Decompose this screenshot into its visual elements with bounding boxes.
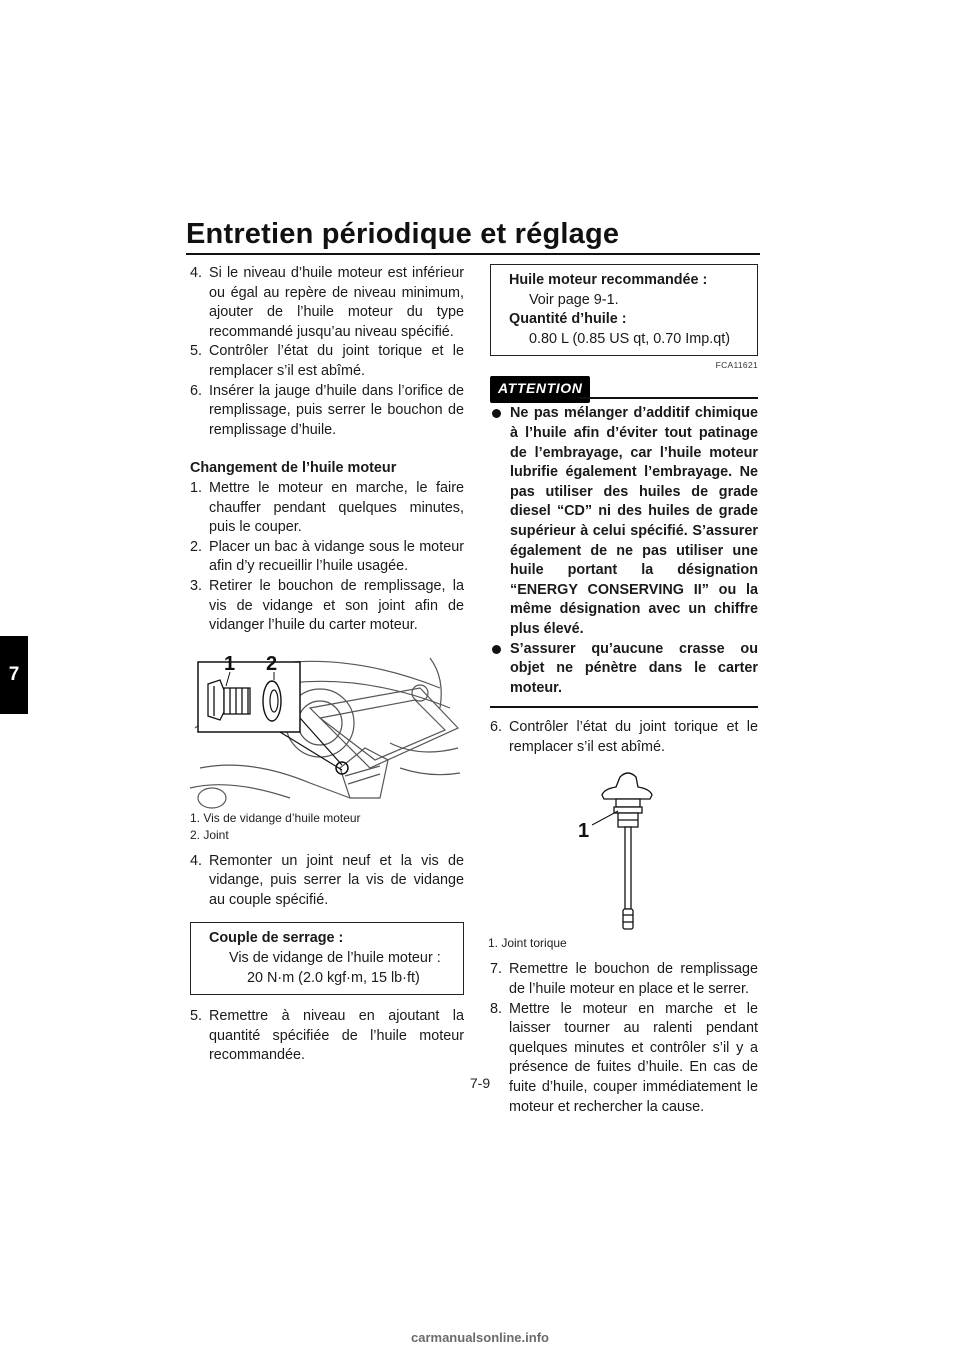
step-item: 4. Remonter un joint neuf et la vis de vidange, puis serrer la vis de vidange au couple spécifié. [190, 852, 464, 908]
attention-header [490, 360, 758, 402]
chapter-tab: 7 [0, 636, 28, 714]
step-item: 8. Mettre le moteur en marche et le laisser tourner au ralenti pendant quelques minutes et contrôler s’il y a présence de fuites d’huile. En cas de fuite d’huile, couper immédiatement le moteur et rechercher la cause. [490, 1000, 758, 1115]
oil-spec-box: Huile moteur recommandée : Voir page 9-1. Quantité d’huile : 0.80 L (0.85 US qt, 0.70 Imp.qt) [490, 264, 758, 356]
step-item: 6. Contrôler l’état du joint torique et le remplacer s’il est abîmé. [490, 719, 758, 755]
attention-rule [580, 397, 758, 399]
figure-caption: 1. Vis de vidange d’huile moteur [190, 810, 361, 825]
attention-bullet: S’assurer qu’aucune crasse ou objet ne pénètre dans le carter moteur. [490, 640, 758, 699]
bullet-icon [492, 645, 501, 654]
left-column [190, 264, 464, 1066]
step-item: 4. Si le niveau d’huile moteur est inférieur ou égal au repère de niveau minimum, ajouter de l’huile moteur du type recommandé jusqu’au niveau spécifié. [190, 265, 464, 340]
section-heading: Changement de l’huile moteur [190, 460, 397, 477]
callout-1: 1 [224, 652, 236, 675]
bullet-icon [492, 409, 501, 418]
attention-bullet: Ne pas mélanger d’additif chimique à l’huile afin d’éviter tout patinage de l’embrayage, car l’huile moteur lubrifie également l’embrayage. Ne pas utiliser des huiles de grade diesel “CD” ni des huiles de grade supérieur à celui spécifié. S’assurer également de ne pas utiliser une huile portant la désignation “ENERGY CONSERVING II” ou la même désignation avec un chiffre plus élevé. [490, 404, 758, 639]
callout-2: 2 [266, 652, 278, 675]
step-item: 6. Insérer la jauge d’huile dans l’orifice de remplissage, puis serrer le bouchon de remplissage d’huile. [190, 382, 464, 438]
dipstick-figure [490, 765, 758, 935]
page-title: Entretien périodique et réglage [186, 218, 620, 250]
drain-bolt-illustration [190, 648, 464, 810]
attention-end-rule [490, 706, 758, 708]
title-rule [186, 253, 760, 255]
footer-watermark: carmanualsonline.info [411, 1330, 549, 1345]
page-number: 7-9 [469, 1075, 491, 1091]
right-column [490, 264, 758, 1117]
callout-1: 1 [578, 820, 590, 843]
figure-caption: 1. Joint torique [488, 936, 567, 951]
attention-body [490, 404, 758, 698]
step-item: 7. Remettre le bouchon de remplissage de l’huile moteur en place et le serrer. [490, 961, 758, 998]
step-item: 3. Retirer le bouchon de remplissage, la vis de vidange et son joint afin de vidanger l’huile du carter moteur. [190, 577, 464, 634]
drain-bolt-figure [190, 648, 464, 810]
figure-caption: 2. Joint [190, 827, 229, 842]
attention-badge: ATTENTION [490, 376, 590, 403]
step-item: 5. Remettre à niveau en ajoutant la quantité spécifiée de l’huile moteur recommandée. [190, 1008, 464, 1064]
step-item: 5. Contrôler l’état du joint torique et le remplacer s’il est abîmé. [190, 343, 464, 379]
attention-code: FCA11621 [715, 360, 758, 371]
dipstick-illustration [490, 765, 758, 935]
step-item: 1. Mettre le moteur en marche, le faire chauffer pendant quelques minutes, puis le couper. [190, 479, 464, 536]
step-item: 2. Placer un bac à vidange sous le moteur afin d’y recueillir l’huile usagée. [190, 538, 464, 575]
torque-spec-box: Couple de serrage : Vis de vidange de l’huile moteur : 20 N·m (2.0 kgf·m, 15 lb·ft) [190, 922, 464, 995]
